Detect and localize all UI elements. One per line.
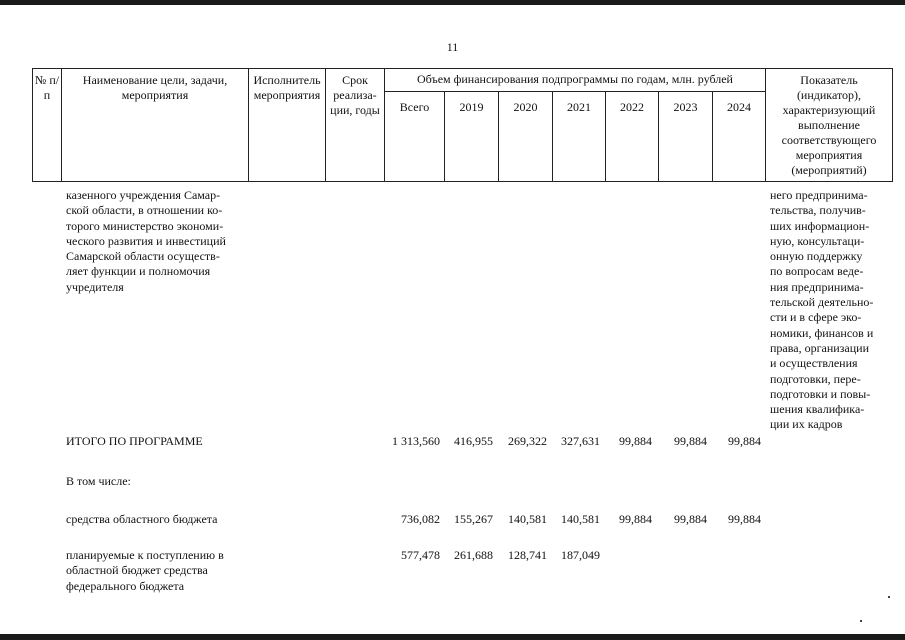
header-cell-year: 2019: [459, 100, 484, 114]
value-2020: 128,741: [508, 548, 547, 562]
value-2021: 187,049: [561, 548, 600, 562]
scan-speck: [860, 620, 862, 622]
header-cell-indicator: Показатель (индикатор), характеризующий выполнение соответствующего мероприятия (мероприятий): [781, 73, 877, 177]
page-number: 11: [446, 40, 459, 54]
header-cell-year: 2020: [513, 100, 538, 114]
header-cell-name: Наименование цели, задачи, мероприятия: [82, 73, 228, 102]
value-2023: 99,884: [674, 434, 707, 448]
header-cell-year: 2021: [567, 100, 591, 114]
header-bottom-line: [32, 181, 893, 182]
value-2024: 99,884: [728, 512, 761, 526]
header-vline: [325, 68, 326, 182]
header-mid-line: [384, 91, 765, 92]
header-cell-total: Всего: [399, 100, 430, 114]
header-cell-year: 2022: [620, 100, 644, 114]
value-total: 1 313,560: [392, 434, 440, 448]
continued-indicator-text: него предпринима- тельства, получив- ших информацион- ную, консультаци- онную поддержку по вопросам веде- ния предпринима- тельской деятельно- сти и в сфере эко- номики, финансов и права, организации и осуществления подготовки, пере- подготовки и повы- шения квалифика- ции их кадров: [770, 188, 874, 432]
header-top-line: [32, 68, 893, 69]
value-total: 736,082: [401, 512, 440, 526]
top-border: [0, 0, 905, 5]
table-header: [32, 68, 893, 181]
header-vline: [765, 68, 766, 182]
header-cell-funding: Объем финансирования подпрограммы по годам, млн. рублей: [417, 72, 733, 86]
value-2019: 155,267: [454, 512, 493, 526]
row-label-federal-budget: планируемые к поступлению в областной бюджет средства федерального бюджета: [66, 548, 224, 593]
row-label-total: ИТОГО ПО ПРОГРАММЕ: [66, 434, 203, 448]
row-label-regional-budget: средства областного бюджета: [66, 512, 218, 526]
value-2021: 140,581: [561, 512, 600, 526]
scan-speck: [888, 596, 890, 598]
header-cell-year: 2023: [673, 100, 698, 114]
header-cell-term: Срок реализа-ции, годы: [330, 73, 380, 117]
header-cell-number: № п/п: [34, 73, 60, 102]
value-2022: 99,884: [619, 434, 652, 448]
value-2024: 99,884: [728, 434, 761, 448]
value-total: 577,478: [401, 548, 440, 562]
value-2019: 416,955: [454, 434, 493, 448]
header-cell-executor: Исполнитель мероприятия: [253, 73, 321, 102]
value-2021: 327,631: [561, 434, 600, 448]
value-2022: 99,884: [619, 512, 652, 526]
bottom-border: [0, 634, 905, 640]
header-cell-year: 2024: [727, 100, 751, 114]
value-2020: 269,322: [508, 434, 547, 448]
header-vline: [61, 68, 62, 182]
value-2023: 99,884: [674, 512, 707, 526]
value-2020: 140,581: [508, 512, 547, 526]
continued-name-text: казенного учреждения Самар- ской области, в отношении ко- торого министерство экономи- ческого развития и инвестиций Самарской области осуществ- ляет функции и полномочия учредителя: [66, 188, 226, 294]
row-label-including: В том числе:: [66, 474, 131, 488]
value-2019: 261,688: [454, 548, 493, 562]
header-vline: [892, 68, 893, 182]
